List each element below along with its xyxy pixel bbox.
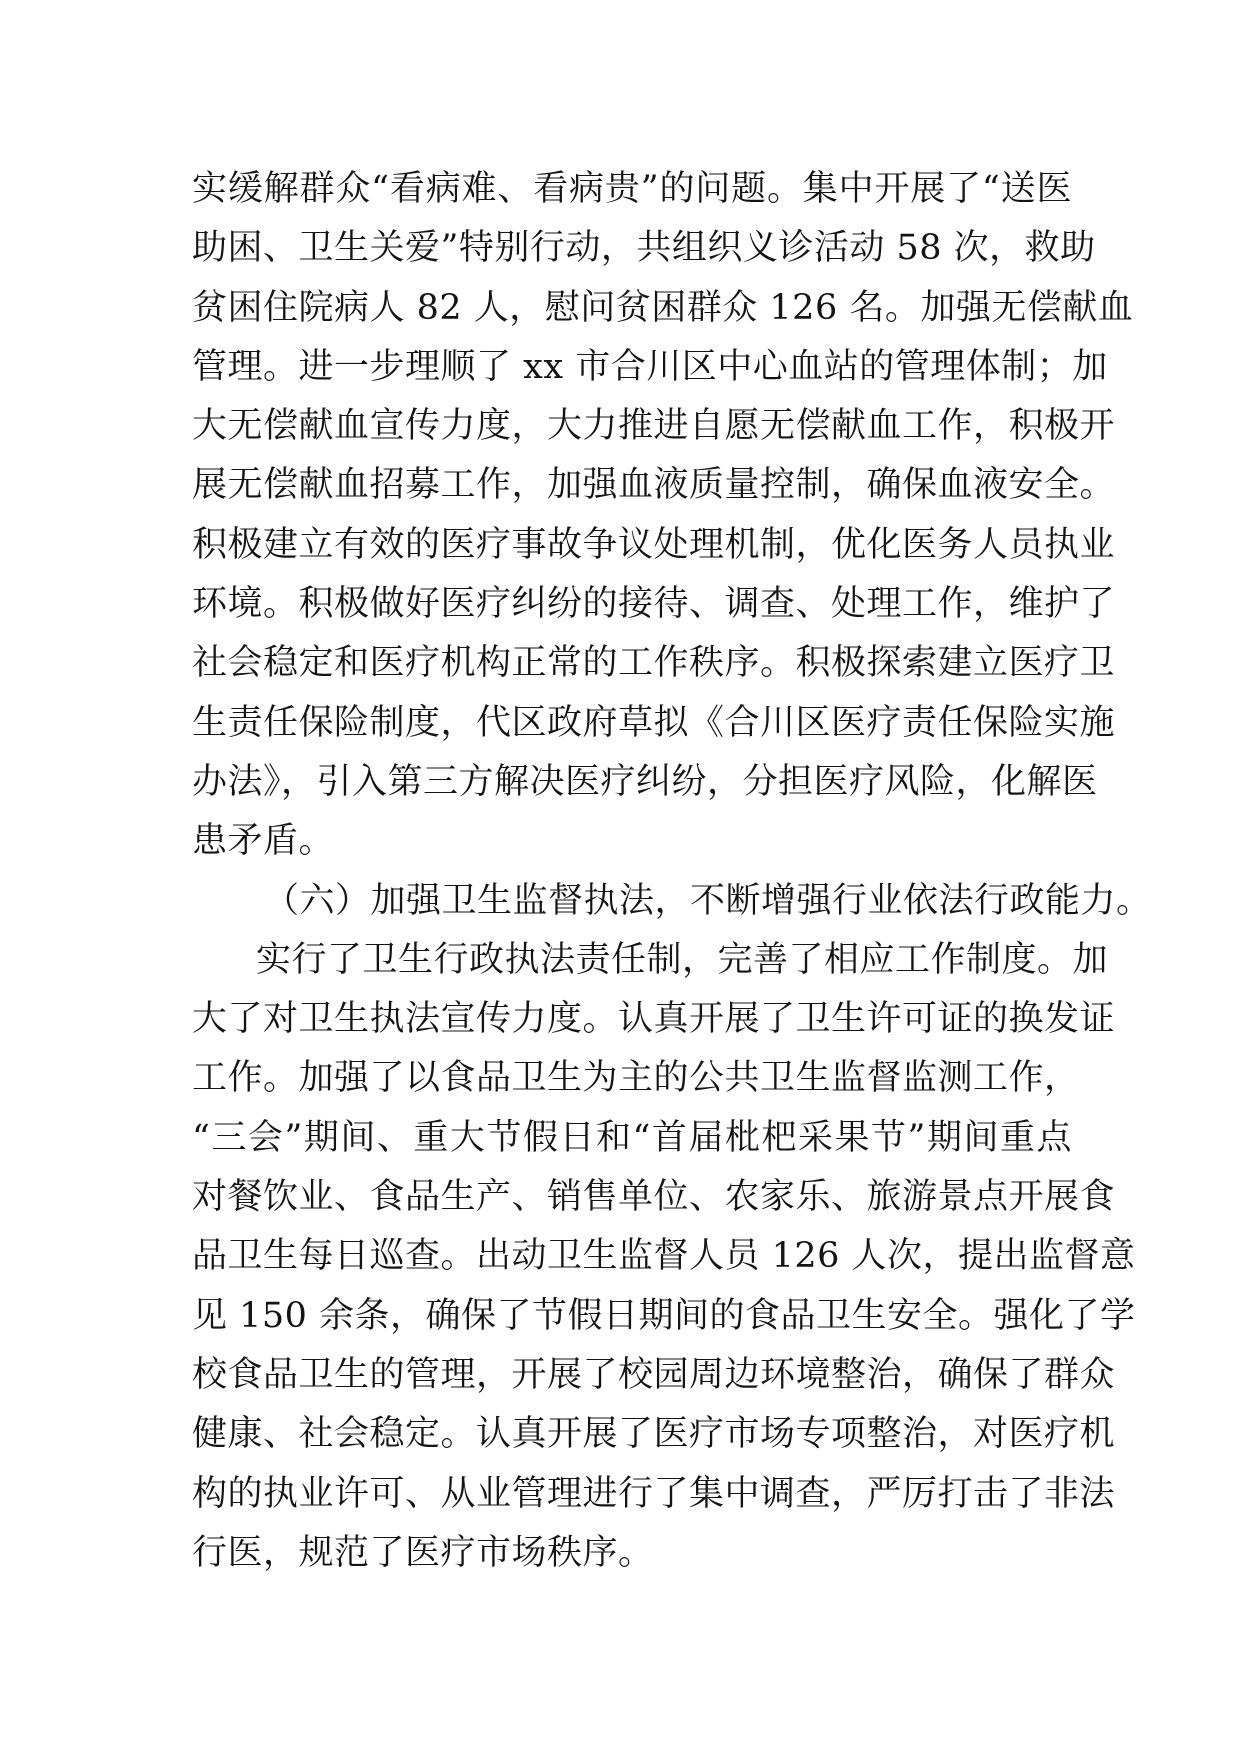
document-body — [192, 160, 1152, 1583]
paragraph-blood-donation-and-medical-disputes — [192, 160, 1134, 872]
text-line: 展无偿献血招募工作，加强血液质量控制，确保血液安全。 — [192, 465, 1116, 506]
text-line: 贫困住院病人 82 人，慰问贫困群众 126 名。加强无偿献血 — [192, 287, 1134, 328]
text-line: 实行了卫生行政执法责任制，完善了相应工作制度。加 — [256, 939, 1109, 980]
text-line: 社会稳定和医疗机构正常的工作秩序。积极探索建立医疗卫 — [192, 643, 1116, 684]
text-line: 患矛盾。 — [192, 821, 335, 862]
text-line: 校食品卫生的管理，开展了校园周边环境整治，确保了群众 — [192, 1354, 1116, 1395]
text-line: 构的执业许可、从业管理进行了集中调查，严厉打击了非法 — [192, 1473, 1116, 1514]
text-line: 工作。加强了以食品卫生为主的公共卫生监督监测工作， — [192, 1058, 1080, 1099]
text-line: 积极建立有效的医疗事故争议处理机制，优化医务人员执业 — [192, 524, 1116, 565]
text-line: 生责任保险制度，代区政府草拟《合川区医疗责任保险实施 — [192, 702, 1116, 743]
paragraph-health-supervision — [192, 931, 1136, 1583]
text-line: 助困、卫生关爱”特别行动，共组织义诊活动 58 次，救助 — [192, 228, 1096, 269]
text-line: 环境。积极做好医疗纠纷的接待、调查、处理工作，维护了 — [192, 584, 1116, 625]
text-line: 行医，规范了医疗市场秩序。 — [192, 1532, 654, 1573]
text-line: 办法》，引入第三方解决医疗纠纷，分担医疗风险，化解医 — [192, 761, 1098, 802]
text-line: 管理。进一步理顺了 xx 市合川区中心血站的管理体制；加 — [192, 346, 1108, 387]
text-line: “三会”期间、重大节假日和“首届枇杷采果节”期间重点 — [192, 1117, 1072, 1158]
text-line: 大无偿献血宣传力度，大力推进自愿无偿献血工作，积极开 — [192, 406, 1116, 447]
section-heading: （六）加强卫生监督执法，不断增强行业依法行政能力。 — [264, 880, 1152, 921]
text-line: 实缓解群众“看病难、看病贵”的问题。集中开展了“送医 — [192, 169, 1072, 209]
text-line: 见 150 余条，确保了节假日期间的食品卫生安全。强化了学 — [192, 1295, 1136, 1336]
text-line: 对餐饮业、食品生产、销售单位、农家乐、旅游景点开展食 — [192, 1177, 1116, 1218]
text-line: 大了对卫生执法宣传力度。认真开展了卫生许可证的换发证 — [192, 999, 1116, 1040]
text-line: 健康、社会稳定。认真开展了医疗市场专项整治，对医疗机 — [192, 1414, 1116, 1455]
text-line: 品卫生每日巡查。出动卫生监督人员 126 人次，提出监督意 — [192, 1236, 1136, 1277]
